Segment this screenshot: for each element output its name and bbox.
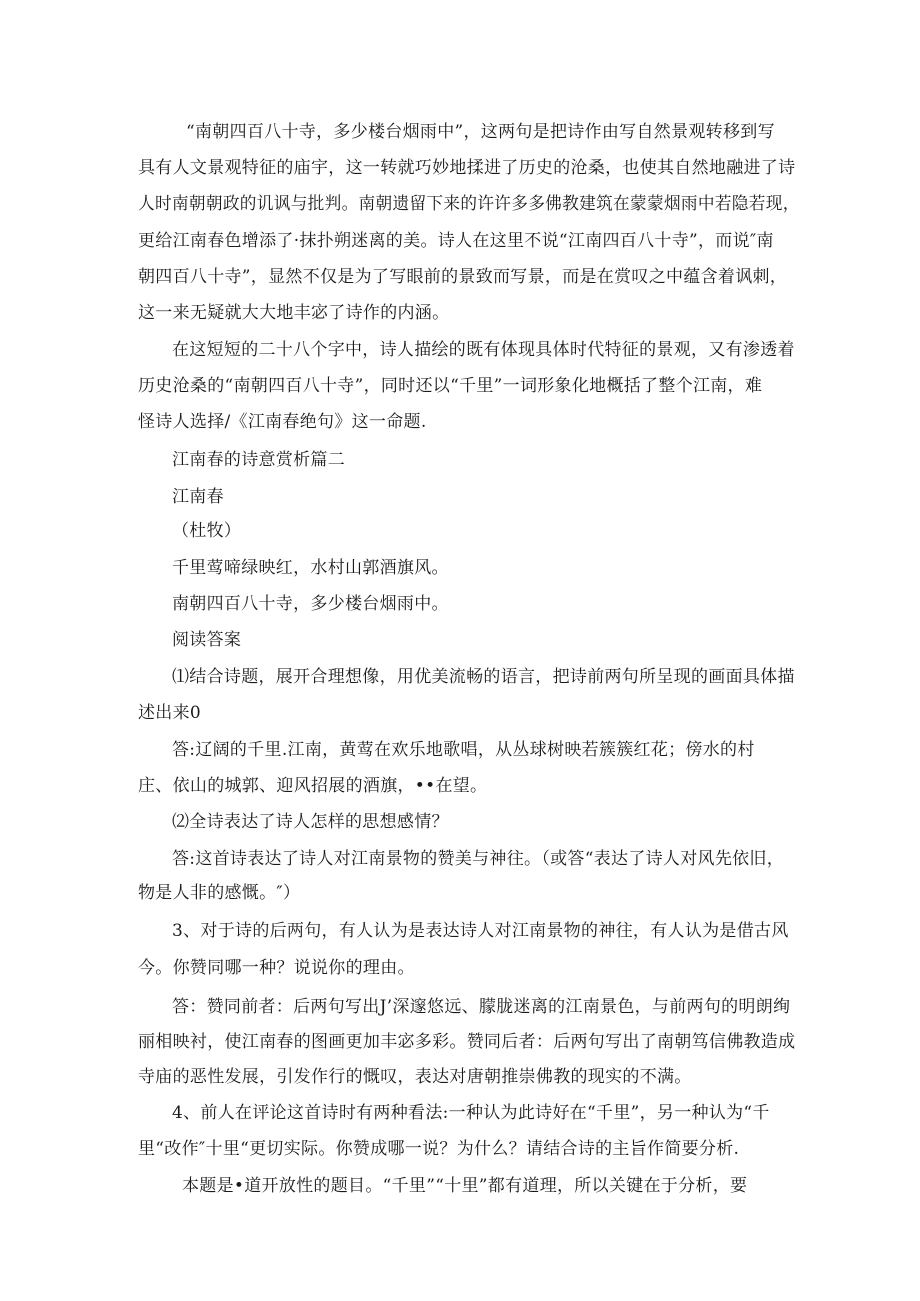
text-line: 怪诗人选择/《江南春绝句》这一命题. <box>138 412 427 432</box>
poem-line: 南朝四百八十寺，多少楼台烟雨中。 <box>172 594 449 614</box>
answer-line: 答:这首诗表达了诗人对江南景物的赞美与神往。（或答“表达了诗人对风先依旧， <box>172 849 785 869</box>
text-line: 在这短短的二十八个字中，诗人描绘的既有体现具体时代特征的景观，又有渗透着 <box>172 340 795 360</box>
poem-title: 江南春 <box>172 487 224 507</box>
text-line: 人时南朝朝政的讥讽与批判。南朝遗留下来的许许多多佛教建筑在蒙蒙烟雨中若隐若现， <box>138 194 800 214</box>
question-line: 里“改作″十里“更切实际。你赞成哪一说？为什么？请结合诗的主旨作简要分析. <box>138 1139 740 1159</box>
question-line: 4、前人在评论这首诗时有两种看法:一种认为此诗好在“千里”，另一种认为“千 <box>172 1103 770 1123</box>
text-line: “南朝四百八十寺，多少楼台烟雨中”，这两句是把诗作由写自然景观转移到写 <box>186 122 775 142</box>
question-line: 3、对于诗的后两句，有人认为是表达诗人对江南景物的神往，有人认为是借古风 <box>172 921 789 941</box>
answer-line: 丽相映衬，使江南春的图画更加丰宓多彩。赞同后者：后两句写出了南朝笃信佛教造成 <box>138 1032 796 1052</box>
text-line: 这一来无疑就大大地丰宓了诗作的内涵。 <box>138 303 450 323</box>
question-line: 今。你赞同哪一种？说说你的理由。 <box>138 958 415 978</box>
poem-author: （杜牧） <box>172 521 242 541</box>
subheading: 阅读答案 <box>172 630 242 650</box>
text-line: 朝四百八十寺”，显然不仅是为了写眼前的景致而写景，而是在赏叹之中蕴含着讽刺， <box>138 267 788 287</box>
text-line: 更给江南春色增添了·抹扑朔迷离的美。诗人在这里不说“江南四百八十寺”，而说″南 <box>138 231 774 251</box>
question-line: ⑵全诗表达了诗人怎样的思想感情？ <box>172 812 449 832</box>
section-heading: 江南春的诗意赏析篇二 <box>172 450 345 470</box>
question-line: 述出来0 <box>138 703 202 723</box>
answer-line: 答:辽阔的千里.江南，黄莺在欢乐地歌唱，从丛球树映若簇簇红花；傍水的村 <box>172 740 755 760</box>
answer-line: 庄、依山的城郭、迎风招展的酒旗，••在望。 <box>138 776 488 796</box>
text-line: 历史沧桑的“南朝四百八十寺”，同时还以“千里”一词形象化地概括了整个江南，难 <box>138 376 763 396</box>
answer-line: 寺庙的恶性发展，引发作行的慨叹，表达对唐朝推崇佛教的现实的不满。 <box>138 1067 692 1087</box>
poem-line: 千里莺啼绿映红，水村山郭酒旗风。 <box>172 558 449 578</box>
text-line: 具有人文景观特征的庙宇，这一转就巧妙地揉进了历史的沧桑，也使其自然地融进了诗 <box>138 158 796 178</box>
answer-line: 物是人非的感慨。″） <box>138 883 301 903</box>
question-line: ⑴结合诗题，展开合理想像，用优美流畅的语言，把诗前两句所呈现的画面具体描 <box>172 667 795 687</box>
answer-line: 本题是•道开放性的题目。“千里”“十里”都有道理，所以关键在于分析，要 <box>182 1176 748 1196</box>
answer-line: 答：赞同前者：后两句写出J’深邃悠远、朦胧迷离的江南景色，与前两句的明朗绚 <box>172 997 791 1017</box>
